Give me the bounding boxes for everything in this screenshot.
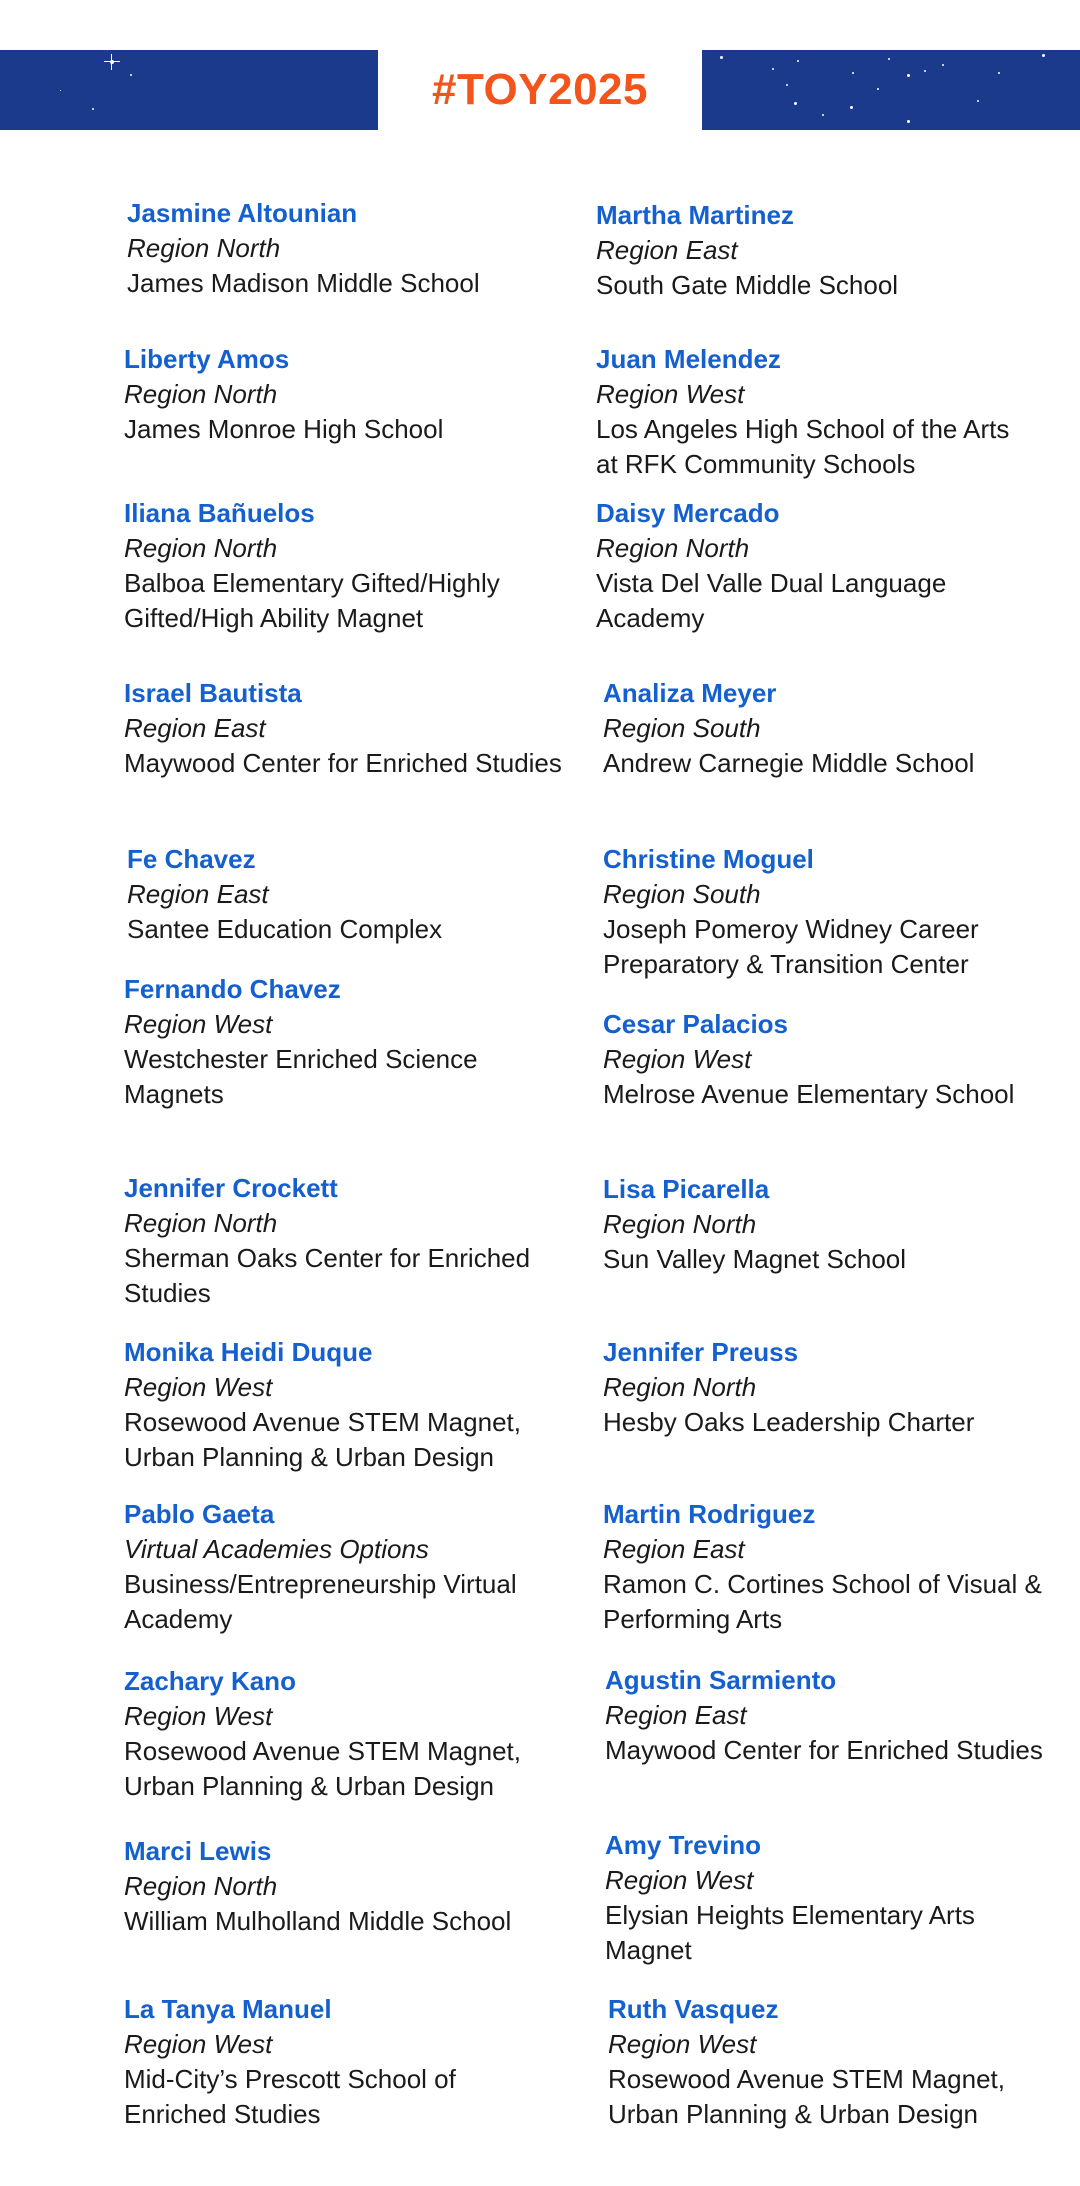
- honoree-name: Fernando Chavez: [124, 974, 341, 1004]
- honoree-region: Region West: [124, 1009, 273, 1039]
- star-icon: [822, 114, 824, 116]
- honoree-entry: [124, 972, 564, 1112]
- honoree-region: Region South: [603, 713, 761, 743]
- honoree-school: James Monroe High School: [124, 414, 444, 444]
- honoree-region: Region West: [605, 1865, 754, 1895]
- starry-band-right: [702, 50, 1080, 130]
- honoree-school: South Gate Middle School: [596, 270, 899, 300]
- honoree-entry: [124, 1834, 564, 1939]
- honoree-region: Region West: [124, 1701, 273, 1731]
- honoree-name: Daisy Mercado: [596, 498, 780, 528]
- star-icon: [772, 68, 774, 70]
- star-icon: [850, 106, 853, 109]
- honoree-name: Jennifer Preuss: [603, 1337, 799, 1367]
- star-icon: [92, 108, 94, 110]
- honoree-region: Region North: [603, 1209, 757, 1239]
- honoree-name: Marci Lewis: [124, 1836, 272, 1866]
- honoree-entry: [124, 1664, 564, 1804]
- honoree-entry: [596, 342, 1036, 482]
- honoree-region: Virtual Academies Options: [124, 1534, 429, 1564]
- star-icon: [111, 54, 112, 70]
- star-icon: [104, 61, 120, 62]
- honoree-school: Business/Entrepreneurship Virtual Academy: [124, 1569, 517, 1634]
- honoree-school: Westchester Enriched Science Magnets: [124, 1044, 478, 1109]
- star-icon: [907, 74, 910, 77]
- honoree-school: Mid-City’s Prescott School of Enriched Studies: [124, 2064, 456, 2129]
- honoree-school: Rosewood Avenue STEM Magnet, Urban Planning & Urban Design: [124, 1407, 521, 1472]
- honoree-school: Elysian Heights Elementary Arts Magnet: [605, 1900, 975, 1965]
- honoree-region: Region East: [596, 235, 738, 265]
- honoree-name: Juan Melendez: [596, 344, 781, 374]
- honoree-region: Region North: [596, 533, 750, 563]
- honoree-school: Joseph Pomeroy Widney Career Preparatory & Transition Center: [603, 914, 979, 979]
- star-icon: [720, 56, 723, 59]
- star-icon: [924, 70, 926, 72]
- honoree-name: Ruth Vasquez: [608, 1994, 779, 2024]
- honoree-name: Martha Martinez: [596, 200, 794, 230]
- honoree-school: Sun Valley Magnet School: [603, 1244, 907, 1274]
- star-icon: [60, 90, 61, 91]
- honoree-name: Israel Bautista: [124, 678, 302, 708]
- honoree-entry: [603, 1172, 1043, 1277]
- honoree-name: Fe Chavez: [127, 844, 256, 874]
- honoree-entry: [603, 1007, 1043, 1112]
- starry-band-left: [0, 50, 378, 130]
- honoree-entry: [603, 1497, 1043, 1637]
- honoree-entry: [124, 342, 564, 447]
- honoree-school: Maywood Center for Enriched Studies: [605, 1735, 1043, 1765]
- star-icon: [998, 72, 1000, 74]
- honoree-school: Hesby Oaks Leadership Charter: [603, 1407, 975, 1437]
- honoree-entry: [124, 1171, 564, 1311]
- honoree-region: Region North: [124, 533, 278, 563]
- honoree-name: Agustin Sarmiento: [605, 1665, 837, 1695]
- star-icon: [977, 100, 979, 102]
- honoree-name: Cesar Palacios: [603, 1009, 789, 1039]
- honoree-entry: [127, 842, 567, 947]
- honoree-name: La Tanya Manuel: [124, 1994, 332, 2024]
- star-icon: [130, 74, 132, 76]
- honoree-school: Balboa Elementary Gifted/Highly Gifted/High Ability Magnet: [124, 568, 500, 633]
- honoree-region: Region North: [124, 1871, 278, 1901]
- honoree-region: Region North: [124, 1208, 278, 1238]
- honoree-region: Region East: [127, 879, 269, 909]
- honoree-name: Liberty Amos: [124, 344, 290, 374]
- honoree-school: Maywood Center for Enriched Studies: [124, 748, 562, 778]
- honoree-entry: [124, 1992, 564, 2132]
- honoree-region: Region North: [603, 1372, 757, 1402]
- honoree-region: Region West: [608, 2029, 757, 2059]
- honoree-entry: [596, 198, 1036, 303]
- honoree-region: Region East: [124, 713, 266, 743]
- honoree-name: Jennifer Crockett: [124, 1173, 338, 1203]
- honoree-entry: [124, 496, 564, 636]
- honoree-school: Melrose Avenue Elementary School: [603, 1079, 1015, 1109]
- honoree-school: Ramon C. Cortines School of Visual & Performing Arts: [603, 1569, 1042, 1634]
- honoree-name: Jasmine Altounian: [127, 198, 358, 228]
- honoree-name: Martin Rodriguez: [603, 1499, 816, 1529]
- honoree-region: Region North: [127, 233, 281, 263]
- honoree-name: Lisa Picarella: [603, 1174, 770, 1204]
- honoree-name: Iliana Bañuelos: [124, 498, 315, 528]
- honoree-entry: [124, 1335, 564, 1475]
- honoree-school: Sherman Oaks Center for Enriched Studies: [124, 1243, 531, 1308]
- honoree-name: Analiza Meyer: [603, 678, 777, 708]
- honoree-school: Santee Education Complex: [127, 914, 443, 944]
- star-icon: [888, 58, 890, 60]
- honoree-entry: [603, 676, 1043, 781]
- honoree-name: Zachary Kano: [124, 1666, 296, 1696]
- honoree-name: Christine Moguel: [603, 844, 814, 874]
- honoree-school: James Madison Middle School: [127, 268, 480, 298]
- honoree-region: Region West: [603, 1044, 752, 1074]
- honoree-region: Region East: [605, 1700, 747, 1730]
- star-icon: [1042, 54, 1045, 57]
- honoree-school: Vista Del Valle Dual Language Academy: [596, 568, 947, 633]
- honoree-school: Rosewood Avenue STEM Magnet, Urban Planning & Urban Design: [124, 1736, 521, 1801]
- honoree-entry: [124, 1497, 574, 1637]
- star-icon: [877, 88, 879, 90]
- honoree-school: Los Angeles High School of the Arts at RFK Community Schools: [596, 414, 1010, 479]
- hashtag-title: #TOY2025: [431, 65, 648, 114]
- honoree-entry: [605, 1663, 1045, 1768]
- honoree-region: Region West: [124, 1372, 273, 1402]
- honoree-entry: [603, 1335, 1043, 1440]
- header-banner: [0, 50, 1080, 130]
- star-icon: [852, 72, 854, 74]
- star-icon: [797, 60, 799, 62]
- honoree-entry: [596, 496, 1036, 636]
- honoree-region: Region South: [603, 879, 761, 909]
- honoree-school: William Mulholland Middle School: [124, 1906, 512, 1936]
- honoree-entry: [608, 1992, 1048, 2132]
- honoree-name: Pablo Gaeta: [124, 1499, 275, 1529]
- honoree-region: Region North: [124, 379, 278, 409]
- honoree-name: Amy Trevino: [605, 1830, 762, 1860]
- star-icon: [786, 84, 788, 86]
- honoree-entry: [603, 842, 1043, 982]
- honoree-entry: [605, 1828, 1045, 1968]
- honoree-region: Region West: [596, 379, 745, 409]
- honoree-region: Region East: [603, 1534, 745, 1564]
- honoree-name: Monika Heidi Duque: [124, 1337, 373, 1367]
- honoree-school: Andrew Carnegie Middle School: [603, 748, 975, 778]
- star-icon: [907, 120, 910, 123]
- honoree-region: Region West: [124, 2029, 273, 2059]
- honoree-entry: [127, 196, 567, 301]
- star-icon: [794, 102, 797, 105]
- star-icon: [942, 64, 944, 66]
- honoree-entry: [124, 676, 564, 781]
- honoree-school: Rosewood Avenue STEM Magnet, Urban Planning & Urban Design: [608, 2064, 1005, 2129]
